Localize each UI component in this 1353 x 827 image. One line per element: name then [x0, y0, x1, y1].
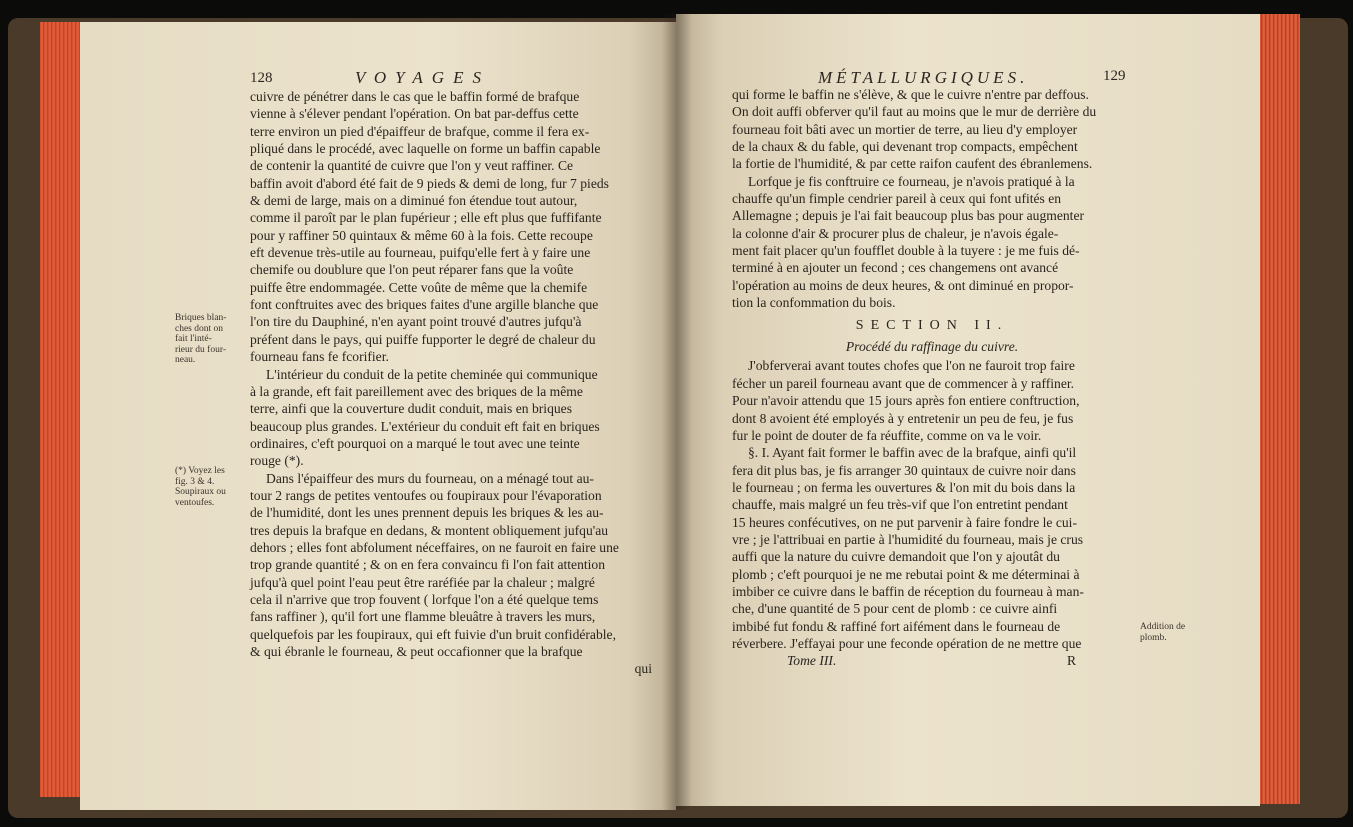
text-line: 15 heures confécutives, on ne put parvenir à faire fondre le cui-	[732, 514, 1077, 530]
text-line: l'opération au moins de deux heures, & ont diminué en propor-	[732, 277, 1074, 293]
margin-note-plomb	[1140, 622, 1204, 643]
text-line: à la grande, eft fait pareillement avec des briques de la même	[250, 383, 583, 399]
text-line: beaucoup plus grandes. L'extérieur du conduit eft fait en briques	[250, 418, 600, 434]
section-subtitle: Procédé du raffinage du cuivre.	[845, 339, 1019, 355]
text-line: tour 2 rangs de petites ventoufes ou foupiraux pour l'évaporation	[250, 487, 602, 503]
text-line: qui forme le baffin ne s'élève, & que le cuivre n'entre par deffous.	[732, 87, 1089, 102]
left-page-text	[250, 88, 652, 678]
book-gutter	[662, 14, 692, 810]
text-line: qui	[634, 661, 652, 677]
text-line: terre, ainfi que la couverture dudit conduit, mais en briques	[250, 401, 572, 417]
margin-note-line: fig. 3 & 4.	[175, 476, 215, 487]
left-page-number: 128	[250, 70, 273, 86]
text-line: fécher un pareil fourneau avant que de commencer à y raffiner.	[732, 375, 1075, 391]
margin-note-line: Soupiraux ou	[175, 487, 226, 497]
text-line: On doit auffi obferver qu'il faut au moins que le mur de derrière du	[732, 104, 1097, 120]
text-line: quelquefois par les foupiraux, qui eft fuivie d'un bruit confidérable,	[250, 626, 616, 642]
text-line: puiffe être endommagée. Cette voûte de même que la chemife	[250, 279, 588, 295]
text-line: Allemagne ; depuis je l'ai fait beaucoup plus bas pour augmenter	[732, 208, 1085, 224]
text-line: réverbere. J'effayai pour une feconde opération de ne mettre que	[732, 635, 1082, 651]
text-line: le fourneau ; on ferma les ouvertures & l'on mit du bois dans la	[732, 479, 1076, 495]
margin-note-line: rieur du four-	[175, 344, 226, 355]
text-line: pliqué dans le procédé, avec laquelle on forme un baffin capable	[250, 141, 601, 157]
right-running-title: MÉTALLURGIQUES.	[818, 68, 1029, 87]
text-line: fera dit plus bas, je fis arranger 30 quintaux de cuivre noir dans	[732, 462, 1076, 478]
margin-note-line: fait l'inté-	[175, 334, 212, 344]
footer-signature: R	[1067, 653, 1077, 669]
text-line: rouge (*).	[250, 453, 304, 469]
text-line: vre ; je l'attribuai en partie à l'humidité du fourneau, mais je crus	[732, 531, 1084, 547]
text-line: L'intérieur du conduit de la petite cheminée qui communique	[266, 366, 598, 382]
text-line: trop grande quantité ; & on en fera convaincu fi l'on fait attention	[250, 557, 606, 573]
margin-note-line: Addition de	[1140, 622, 1186, 632]
text-line: fourneau fans fe fcorifier.	[250, 349, 389, 365]
margin-note-line: (*) Voyez les	[175, 466, 225, 476]
text-line: & demi de large, mais on a diminué fon étendue tout autour,	[250, 193, 578, 209]
margin-note-soupiraux	[175, 466, 245, 508]
text-line: de contenir la quantité de cuivre que l'on y veut raffiner. Ce	[250, 158, 574, 174]
margin-note-line: neau.	[175, 355, 196, 365]
right-page-text	[732, 86, 1132, 669]
text-line: Pour n'avoir attendu que 15 jours après fon entiere conftruction,	[732, 393, 1080, 409]
text-line: terminé à en ajouter un fecond ; ces changemens ont avancé	[732, 260, 1059, 276]
text-line: tres depuis la brafque en dedans, & montent obliquement jufqu'au	[250, 522, 609, 538]
text-line: terre environ un pied d'épaiffeur de brafque, comme il fera ex-	[250, 123, 590, 139]
text-line: §. I. Ayant fait former le baffin avec de la brafque, ainfi qu'il	[748, 445, 1077, 461]
text-line: fourneau foit bâti avec un mortier de terre, au lieu d'y employer	[732, 121, 1078, 137]
text-line: dehors ; elles font abfolument néceffaires, on ne fauroit en faire une	[250, 539, 619, 555]
text-line: la fortie de l'humidité, & par cette raifon caufent des ébranlemens.	[732, 156, 1093, 172]
margin-note-line: Briques blan-	[175, 313, 227, 323]
text-line: eft devenue très-utile au fourneau, puifqu'elle fert à y faire une	[250, 245, 591, 261]
left-page-edges	[40, 22, 80, 797]
text-line: jufqu'à quel point l'eau peut être raréfiée par la chaleur ; malgré	[250, 574, 595, 590]
text-line: tion la confommation du bois.	[732, 295, 896, 311]
text-line: de l'humidité, dont les unes prennent depuis les briques & les au-	[250, 505, 604, 521]
text-line: chauffe qu'un fimple cendrier pareil à ceux qui font ufités en	[732, 191, 1062, 207]
text-line: préfent dans le pays, qui puiffe fupporter le degré de chaleur du	[250, 331, 596, 347]
text-line: J'obferverai avant toutes chofes que l'on ne fauroit trop faire	[748, 358, 1075, 374]
text-line: ment fait placer qu'un foufflet double à la tuyere : je me fuis dé-	[732, 243, 1080, 259]
text-line: de la chaux & du fable, qui devenant trop compacts, empêchent	[732, 139, 1078, 155]
text-line: chemife ou doublure que l'on peut réparer fans que la voûte	[250, 262, 574, 278]
text-line: fur le point de douter de fa réuffite, comme on va le voir.	[732, 427, 1042, 443]
text-line: ordinaires, c'eft pourquoi on a marqué le tout avec une teinte	[250, 435, 580, 451]
text-line: fans raffiner ), qu'il fort une flamme bleuâtre à travers les murs,	[250, 609, 596, 625]
text-line: imbibé fut fondu & raffiné fort aifément dans le fourneau de	[732, 618, 1061, 634]
text-line: font conftruites avec des briques faites d'une argille blanche que	[250, 297, 599, 313]
text-line: pour y raffiner 50 quintaux & même 60 à la fois. Cette recoupe	[250, 227, 593, 243]
text-line: cuivre de pénétrer dans le cas que le baffin formé de brafque	[250, 89, 580, 104]
footer-volume: Tome III.	[787, 653, 837, 669]
text-line: comme il paroît par le plan fupérieur ; elle eft plus que fuffifante	[250, 210, 602, 226]
text-line: che, d'une quantité de 5 pour cent de plomb : ce cuivre ainfi	[732, 601, 1058, 617]
margin-note-briques	[175, 313, 245, 366]
text-line: Lorfque je fis conftruire ce fourneau, je n'avois pratiqué à la	[748, 173, 1075, 189]
right-page-edges	[1258, 14, 1300, 804]
text-line: auffi que la nature du cuivre demandoit que l'on y ajoutât du	[732, 549, 1060, 565]
text-line: l'on tire du Dauphiné, n'en ayant point trouvé d'autres jufqu'à	[250, 314, 582, 330]
left-running-title: VOYAGES	[355, 68, 490, 87]
margin-note-line: ches dont on	[175, 323, 224, 334]
margin-note-line: plomb.	[1140, 632, 1167, 643]
text-line: & qui ébranle le fourneau, & peut occafionner que la brafque	[250, 644, 583, 659]
text-line: vienne à s'élever pendant l'opération. On bat par-deffus cette	[250, 106, 579, 122]
text-line: baffin avoit d'abord été fait de 9 pieds & demi de long, fur 7 pieds	[250, 175, 609, 191]
text-line: dont 8 avoient été employés à y entretenir un peu de feu, je fus	[732, 410, 1074, 426]
section-title: SECTION II.	[855, 318, 1009, 334]
text-line: chauffe, mais malgré un feu très-vif que l'on entretint pendant	[732, 497, 1068, 513]
text-line: imbiber ce cuivre dans le baffin de réception du fourneau à man-	[732, 583, 1084, 599]
text-line: cela il n'arrive que trop fouvent ( lorfque l'on a été quelque tems	[250, 591, 599, 607]
text-line: Dans l'épaiffeur des murs du fourneau, on a ménagé tout au-	[266, 470, 594, 486]
margin-note-line: ventoufes.	[175, 497, 215, 508]
text-line: plomb ; c'eft pourquoi je ne me rebutai point & me déterminai à	[732, 566, 1080, 582]
text-line: la colonne d'air & procurer plus de chaleur, je n'avois égale-	[732, 225, 1059, 241]
right-page-number: 129	[1103, 68, 1126, 84]
